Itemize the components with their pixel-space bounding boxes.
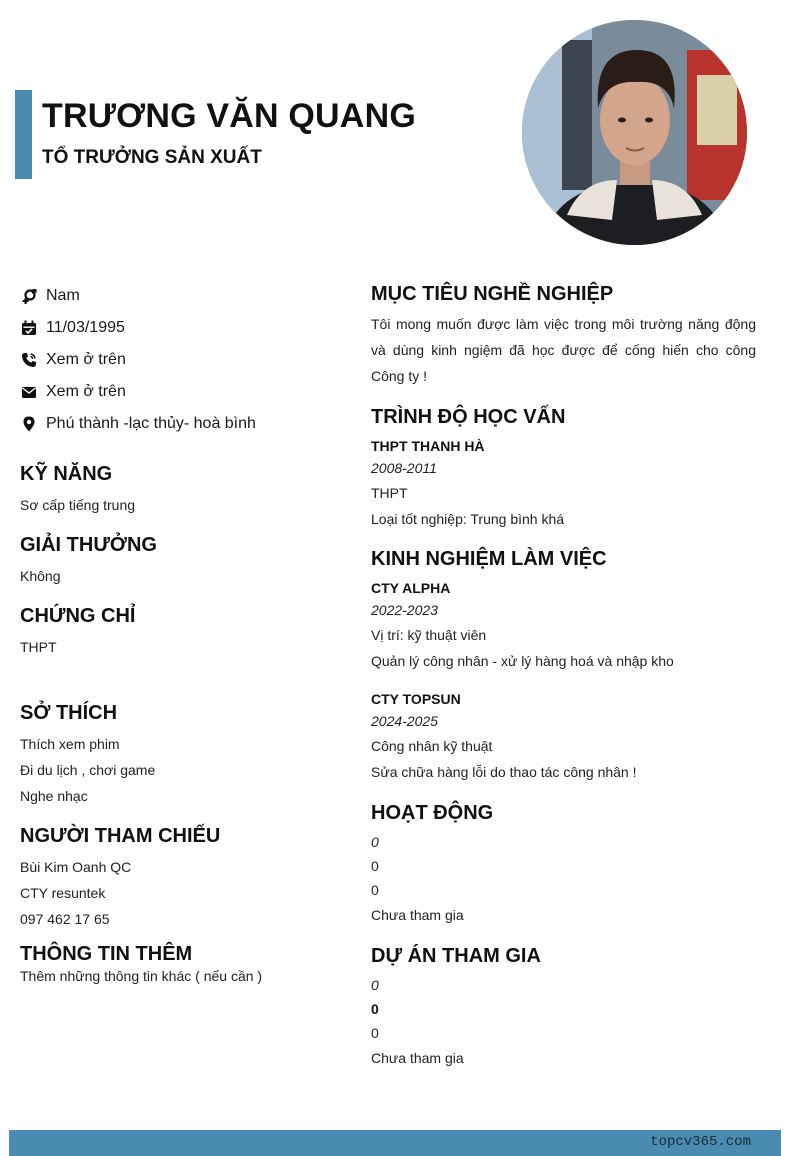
hobby-item: Thích xem phim bbox=[20, 736, 120, 752]
project-period: 0 bbox=[371, 977, 379, 993]
experience-company: CTY TOPSUN bbox=[371, 691, 461, 707]
projects-heading: DỰ ÁN THAM GIA bbox=[371, 945, 541, 967]
contact-phone-value: Xem ở trên bbox=[46, 351, 126, 368]
hobby-item: Đi du lịch , chơi game bbox=[20, 762, 156, 778]
additional-info-text: Thêm những thông tin khác ( nếu cần ) bbox=[20, 968, 263, 984]
references-heading: NGƯỜI THAM CHIẾU bbox=[20, 825, 221, 847]
avatar bbox=[522, 20, 747, 245]
right-column bbox=[371, 282, 756, 1071]
location-pin-icon bbox=[20, 416, 37, 433]
reference-company: CTY resuntek bbox=[20, 885, 106, 901]
education-major: THPT bbox=[371, 485, 408, 501]
hobby-item: Nghe nhạc bbox=[20, 788, 88, 804]
experience-period: 2024-2025 bbox=[371, 713, 438, 729]
experience-position: Công nhân kỹ thuật bbox=[371, 738, 493, 754]
objective-text: Tôi mong muốn được làm việc trong môi trường năng động và dùng kinh ngiệm đã học được để cống hiến cho công Công ty ! bbox=[371, 316, 756, 384]
education-school: THPT THANH HÀ bbox=[371, 438, 485, 454]
contact-address-value: Phú thành -lạc thủy- hoà bình bbox=[46, 415, 256, 432]
additional-info-heading: THÔNG TIN THÊM bbox=[20, 943, 193, 965]
education-period: 2008-2011 bbox=[371, 460, 437, 476]
award-item: Không bbox=[20, 568, 61, 584]
activity-organization: 0 bbox=[371, 858, 379, 874]
project-description: Chưa tham gia bbox=[371, 1050, 464, 1066]
reference-name: Bùi Kim Oanh QC bbox=[20, 859, 132, 875]
experience-heading: KINH NGHIỆM LÀM VIỆC bbox=[371, 548, 607, 570]
experience-period: 2022-2023 bbox=[371, 602, 438, 618]
project-name: 0 bbox=[371, 1001, 379, 1017]
calendar-icon bbox=[20, 320, 37, 337]
contact-email-value: Xem ở trên bbox=[46, 383, 126, 400]
project-role: 0 bbox=[371, 1025, 379, 1041]
objective-heading: MỤC TIÊU NGHỀ NGHIỆP bbox=[371, 283, 614, 305]
left-column bbox=[20, 280, 340, 986]
contact-gender-value: Nam bbox=[46, 287, 80, 304]
contact-email bbox=[20, 376, 340, 408]
skills-heading: KỸ NĂNG bbox=[20, 463, 113, 485]
footer-bar bbox=[9, 1130, 781, 1156]
activity-role: 0 bbox=[371, 882, 379, 898]
skill-item: Sơ cấp tiếng trung bbox=[20, 497, 136, 513]
experience-position: Vị trí: kỹ thuật viên bbox=[371, 627, 487, 643]
awards-heading: GIẢI THƯỞNG bbox=[20, 534, 157, 556]
phone-icon bbox=[20, 352, 37, 369]
certificates-heading: CHỨNG CHỈ bbox=[20, 605, 136, 627]
activity-period: 0 bbox=[371, 834, 379, 850]
gender-icon bbox=[20, 288, 37, 305]
header-accent-bar bbox=[15, 90, 32, 179]
job-title: TỔ TRƯỞNG SẢN XUẤT bbox=[42, 147, 262, 168]
envelope-icon bbox=[20, 384, 37, 401]
education-result: Loại tốt nghiệp: Trung bình khá bbox=[371, 511, 565, 527]
profile-photo bbox=[522, 20, 747, 245]
contact-gender bbox=[20, 280, 340, 312]
experience-description: Quản lý công nhân - xử lý hàng hoá và nhập kho bbox=[371, 653, 674, 669]
certificate-item: THPT bbox=[20, 639, 57, 655]
experience-description: Sửa chữa hàng lỗi do thao tác công nhân ! bbox=[371, 764, 637, 780]
contact-address bbox=[20, 408, 340, 440]
experience-company: CTY ALPHA bbox=[371, 580, 451, 596]
activity-description: Chưa tham gia bbox=[371, 907, 464, 923]
education-heading: TRÌNH ĐỘ HỌC VẤN bbox=[371, 406, 566, 428]
reference-phone: 097 462 17 65 bbox=[20, 911, 110, 927]
contact-phone bbox=[20, 344, 340, 376]
candidate-name: TRƯƠNG VĂN QUANG bbox=[42, 97, 416, 135]
footer-site-link[interactable]: topcv365.com bbox=[650, 1134, 751, 1150]
hobbies-heading: SỞ THÍCH bbox=[20, 702, 118, 724]
contact-birthday-value: 11/03/1995 bbox=[46, 319, 125, 336]
activities-heading: HOẠT ĐỘNG bbox=[371, 802, 494, 824]
contact-birthday bbox=[20, 312, 340, 344]
